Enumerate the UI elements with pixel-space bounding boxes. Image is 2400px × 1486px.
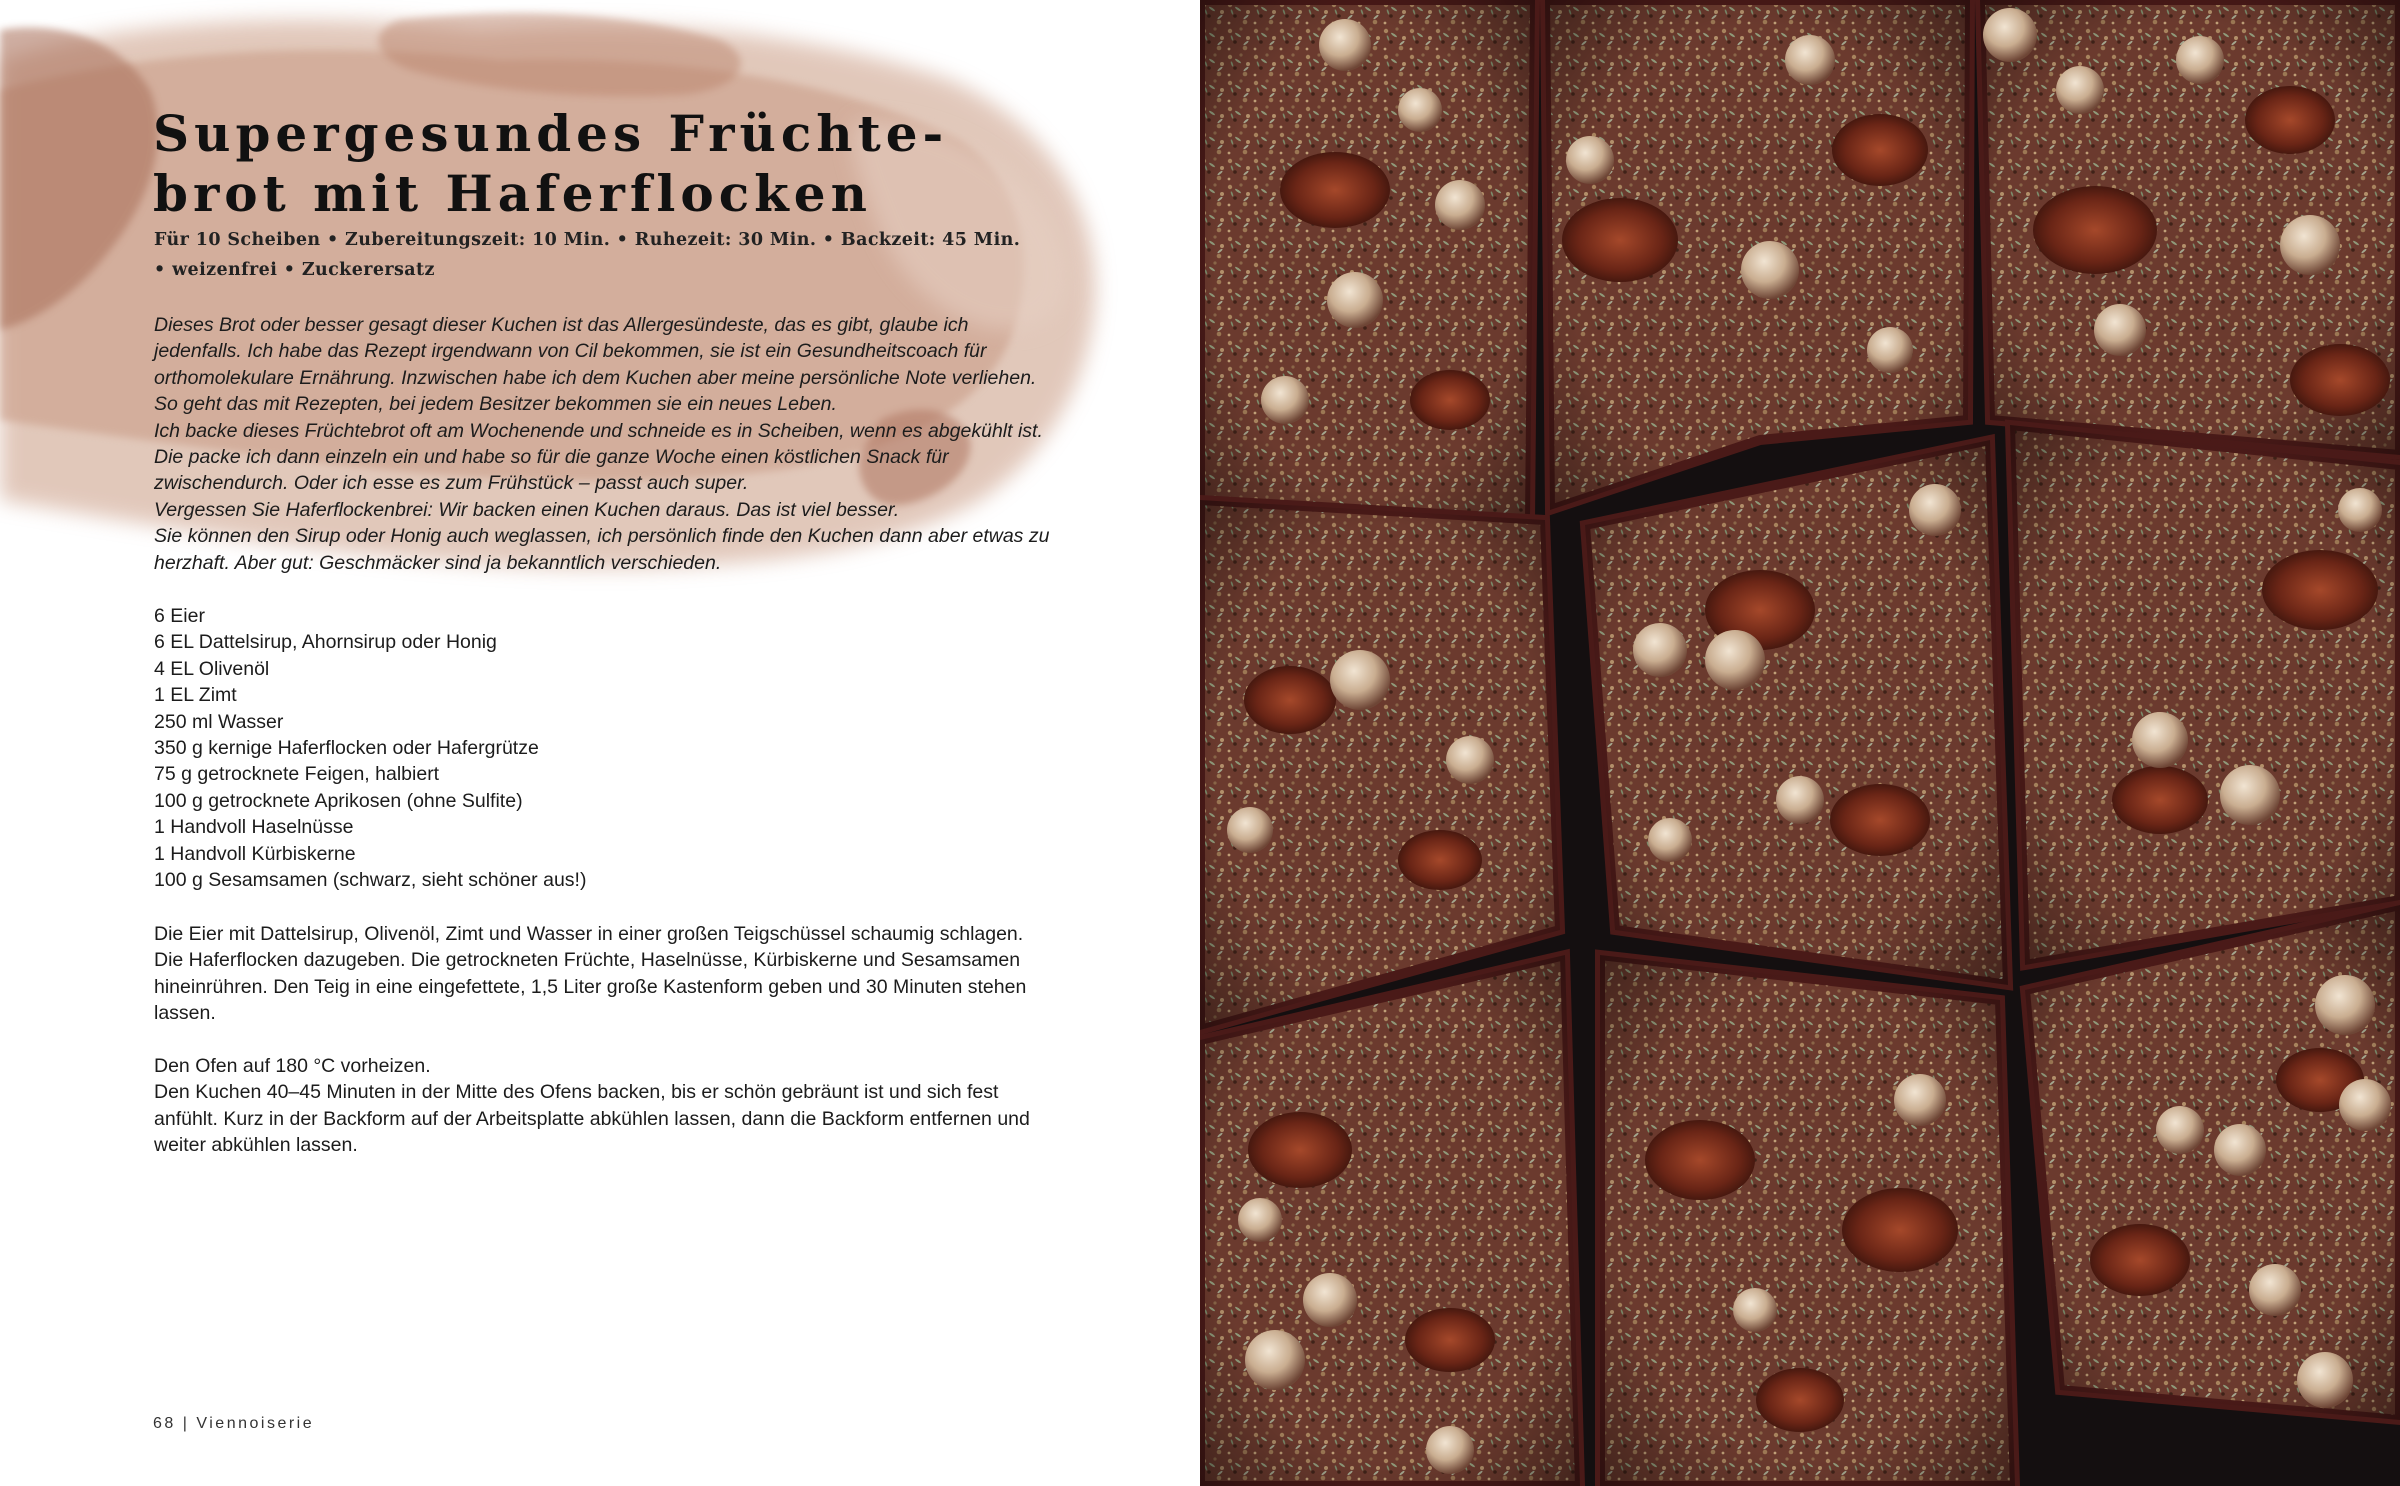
recipe-meta-line1: Für 10 Scheiben • Zubereitungszeit: 10 Min. • Ruhezeit: 30 Min. • Backzeit: 45 Min.	[154, 230, 1021, 250]
ingredient-item: 1 EL Zimt	[154, 684, 237, 707]
recipe-title-line2: brot mit Haferflocken	[153, 164, 872, 223]
step-paragraph: Die Eier mit Dattelsirup, Olivenöl, Zimt und Wasser in einer großen Teigschüssel schaumig schlagen. Die Haferflocken dazugeben. Die getrockneten Früchte, Haselnüsse, Kürbiskerne und Sesamsamen hineinrühren. Den Teig in eine eingefettete, 1,5 Liter große Kastenform geben und 30 Minuten stehen lassen.	[154, 923, 1027, 1025]
recipe-intro	[154, 312, 1054, 576]
recipe-meta-line2: • weizenfrei • Zuckerersatz	[154, 260, 435, 280]
ingredient-item: 6 EL Dattelsirup, Ahornsirup oder Honig	[154, 631, 497, 654]
recipe-steps	[154, 921, 1054, 1185]
intro-paragraph: Sie können den Sirup oder Honig auch weglassen, ich persönlich finde den Kuchen dann aber etwas zu herzhaft. Aber gut: Geschmäcker sind ja bekanntlich verschieden.	[154, 525, 1050, 574]
page-number: 68	[153, 1415, 176, 1432]
intro-paragraph: Dieses Brot oder besser gesagt dieser Kuchen ist das Allergesündeste, das es gibt, glaube ich jedenfalls. Ich habe das Rezept irgendwann von Cil bekommen, sie ist ein Gesundheitscoach für orthomolekulare Ernährung. Inzwischen habe ich dem Kuchen aber meine persönliche Note verliehen. So geht das mit Rezepten, bei jedem Besitzer bekommen sie ein neues Leben.	[154, 314, 1037, 416]
recipe-meta	[154, 225, 1054, 285]
page-footer	[153, 1415, 314, 1433]
step-paragraph: Den Ofen auf 180 °C vorheizen. Den Kuchen 40–45 Minuten in der Mitte des Ofens backen, bis er schön gebräunt ist und sich fest anfühlt. Kurz in der Backform auf der Arbeitsplatte abkühlen lassen, dann die Backform entfernen und weiter abkühlen lassen.	[154, 1055, 1030, 1157]
footer-separator: |	[182, 1415, 190, 1432]
ingredient-list	[154, 603, 954, 893]
recipe-title-line1: Supergesundes Früchte-	[153, 104, 949, 163]
intro-paragraph: Vergessen Sie Haferflockenbrei: Wir backen einen Kuchen daraus. Das ist viel besser.	[154, 498, 900, 521]
ingredient-item: 350 g kernige Haferflocken oder Hafergrütze	[154, 737, 539, 760]
bread-slices-photo	[1200, 0, 2400, 1486]
bread-slice	[1200, 0, 1535, 520]
ingredient-item: 1 Handvoll Haselnüsse	[154, 816, 354, 839]
ingredient-item: 75 g getrocknete Feigen, halbiert	[154, 763, 440, 786]
section-name: Viennoiserie	[196, 1415, 315, 1432]
ingredient-item: 1 Handvoll Kürbiskerne	[154, 842, 356, 865]
recipe-title	[153, 104, 948, 224]
intro-paragraph: Ich backe dieses Früchtebrot oft am Wochenende und schneide es in Scheiben, wenn es abgekühlt ist. Die packe ich dann einzeln ein und habe so für die ganze Woche einen köstlichen Snack für zwischendurch. Oder ich esse es zum Frühstück – passt auch super.	[154, 419, 1043, 495]
ingredient-item: 100 g getrocknete Aprikosen (ohne Sulfite)	[154, 789, 523, 812]
ingredient-item: 6 Eier	[154, 605, 205, 627]
ingredient-item: 250 ml Wasser	[154, 710, 284, 733]
ingredient-item: 100 g Sesamsamen (schwarz, sieht schöner aus!)	[154, 869, 587, 892]
ingredient-item: 4 EL Olivenöl	[154, 657, 270, 680]
right-page	[1200, 0, 2400, 1486]
